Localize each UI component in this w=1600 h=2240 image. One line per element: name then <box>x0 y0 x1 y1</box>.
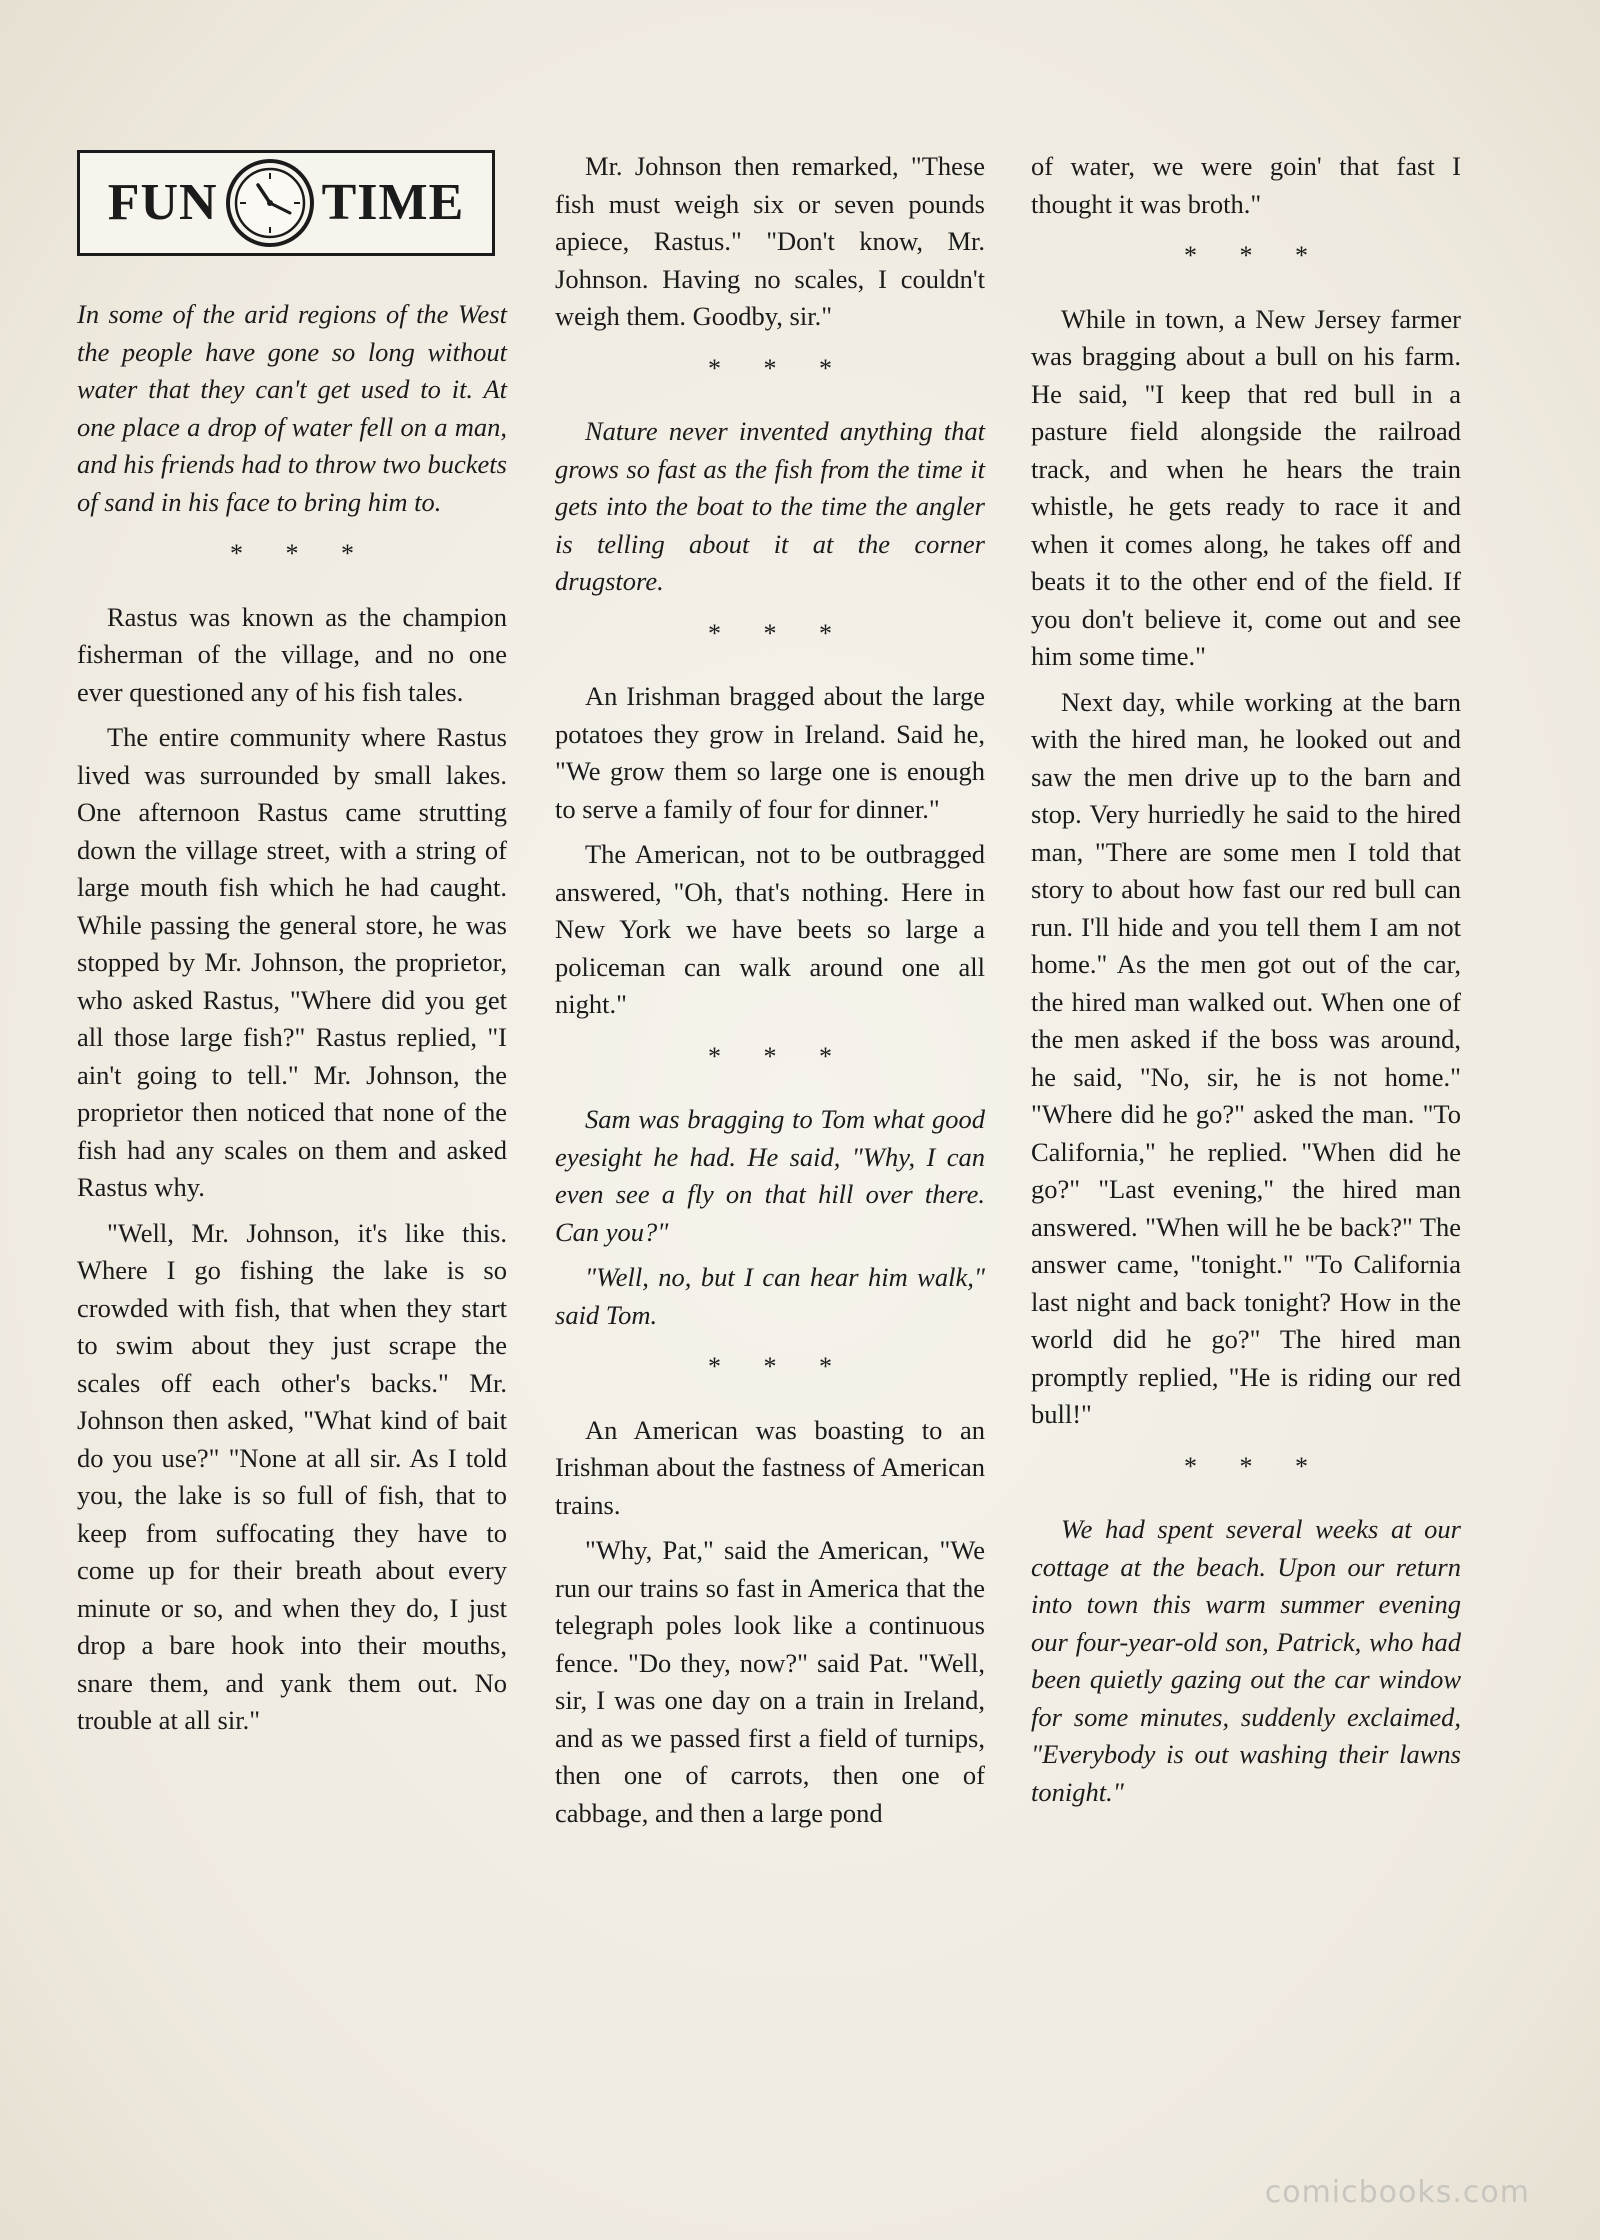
column-1 <box>77 150 507 1748</box>
header-word-left: FUN <box>107 174 218 232</box>
separator: * * * <box>708 1041 850 1071</box>
fun-time-header <box>77 150 495 256</box>
joke-trains-p2: "Why, Pat," said the American, "We run our trains so fast in America that the telegraph poles look like a continuous fence. "Do they, now?" said Pat. "Well, sir, I was one day on a train in Ireland, and as we passed first a field of turnips, then one of carrots, then one of cabbage, and then a large pond <box>555 1535 985 1828</box>
joke-irishman-p1: An Irishman bragged about the large potatoes they grow in Ireland. Said he, "We grow them so large one is enough to serve a family of four for dinner." <box>555 681 985 824</box>
separator: * * * <box>230 539 372 568</box>
joke-bull-p1: While in town, a New Jersey farmer was bragging about a bull on his farm. He said, "I keep that red bull in a pasture field alongside the railroad track, and when he hears the train whistle, he gets ready to race it and when it comes along, he takes off and beats it to the other end of the field. If you don't believe it, come out and see him some time." <box>1031 303 1461 671</box>
joke-trains-p1: An American was boasting to an Irishman about the fastness of American trains. <box>555 1414 985 1520</box>
joke-rastus-p2: The entire community where Rastus lived was surrounded by small lakes. One afternoon Rastus came strutting down the village street, with a string of large mouth fish which he had caught. While passing the general store, he was stopped by Mr. Johnson, the proprietor, who asked Rastus, "Where did you get all those large fish?" Rastus replied, "I ain't going to tell." Mr. Johnson, the proprietor then noticed that none of the fish had any scales on them and asked Rastus why. <box>77 722 507 1202</box>
separator: * * * <box>708 353 850 383</box>
separator: * * * <box>1184 1451 1326 1481</box>
joke-nature: Nature never invented anything that grows so fast as the fish from the time it gets into the boat to the time the angler is telling about it at the corner drugstore. <box>555 416 985 596</box>
separator: * * * <box>708 618 850 648</box>
joke-bull-p2: Next day, while working at the barn with the hired man, he looked out and saw the men drive up to the barn and stop. Very hurriedly he said to the hired man, "There are some men I told that story to about how fast our red bull can run. I'll hide and you tell them I am not home." As the men got out of the car, the hired man walked out. When one of the men asked if the boss was around, he said, "No, sir, he is not home." "Where did he go?" asked the man. "To California," he replied. "When did he go?" "Last evening," the hired man answered. "When will he be back?" The answer came, "tonight." "To California last night and back tonight? How in the world did he go?" The hired man promptly replied, "He is riding our red bull!" <box>1031 686 1461 1429</box>
column-3 <box>1031 148 1461 1819</box>
joke-trains-p3: of water, we were goin' that fast I thought it was broth." <box>1031 151 1461 219</box>
joke-sam-tom-p1: Sam was bragging to Tom what good eyesight he had. He said, "Why, I can even see a fly on that hill over there. Can you?" <box>555 1104 985 1247</box>
joke-irishman-p2: The American, not to be outbragged answered, "Oh, that's nothing. Here in New York we have beets so large a policeman can walk around one all night." <box>555 839 985 1019</box>
separator: * * * <box>708 1352 850 1381</box>
column-2 <box>555 148 985 1840</box>
joke-arid-west: In some of the arid regions of the West the people have gone so long without water that they can't get used to it. At one place a drop of water fell on a man, and his friends had to throw two buckets of sand in his face to bring him to. <box>77 299 507 517</box>
joke-rastus-p4: Mr. Johnson then remarked, "These fish must weigh six or seven pounds apiece, Rastus." "Don't know, Mr. Johnson. Having no scales, I couldn't weigh them. Goodby, sir." <box>555 151 985 331</box>
joke-rastus-p1: Rastus was known as the champion fisherman of the village, and no one ever questioned any of his fish tales. <box>77 601 507 707</box>
separator: * * * <box>1184 241 1326 270</box>
clock-icon <box>224 157 316 249</box>
joke-sam-tom-p2: "Well, no, but I can hear him walk," said Tom. <box>555 1262 985 1330</box>
watermark: comicbooks.com <box>1264 2175 1530 2210</box>
header-word-right: TIME <box>321 174 465 232</box>
joke-rastus-p3: "Well, Mr. Johnson, it's like this. Where I go fishing the lake is so crowded with fish, that when they start to swim about they just scrape the scales off each other's backs." Mr. Johnson then asked, "What kind of bait do you use?" "None at all sir. As I told you, the lake is so full of fish, that to keep from suffocating they have to come up for their breath about every minute or so, and when they do, I just drop a bare hook into their mouths, snare them, and yank them out. No trouble at all sir." <box>77 1217 507 1735</box>
joke-patrick: We had spent several weeks at our cottage at the beach. Upon our return into town this warm summer evening our four-year-old son, Patrick, who had been quietly gazing out the car window for some minutes, suddenly exclaimed, "Everybody is out washing their lawns tonight." <box>1031 1514 1461 1807</box>
